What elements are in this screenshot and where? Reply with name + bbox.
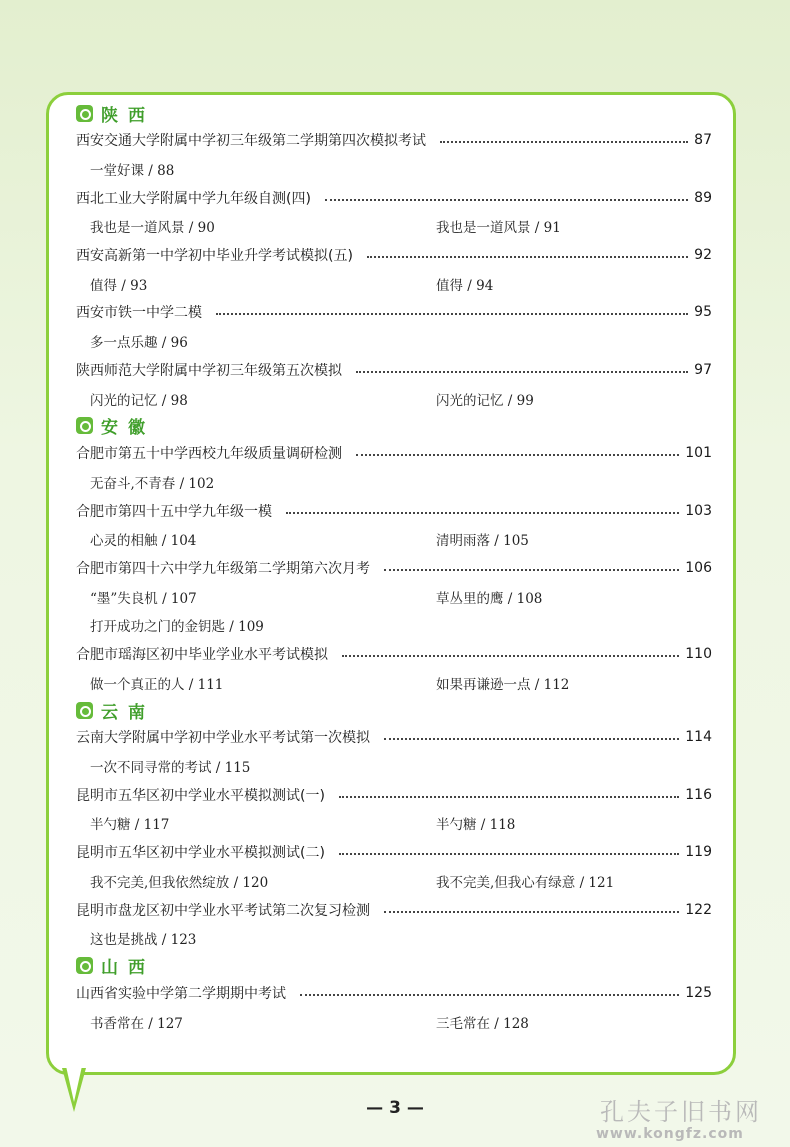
entry-title: 陕西师范大学附属中学初三年级第五次模拟 <box>76 362 342 379</box>
sub-entry-row <box>76 582 712 611</box>
sub-entry[interactable]: 多一点乐趣 / 96 <box>90 335 188 352</box>
section-title: 山西 <box>101 958 155 979</box>
dot-leader <box>356 371 688 373</box>
sub-entry-row <box>76 809 712 838</box>
sub-entry[interactable]: 我也是一道风景 / 90 <box>90 220 215 237</box>
sub-entry[interactable]: 半勺糖 / 118 <box>436 817 516 834</box>
sub-entry-row <box>76 752 712 781</box>
sub-entry-row <box>76 155 712 184</box>
toc-entry[interactable] <box>76 780 712 809</box>
toc-entry[interactable] <box>76 554 712 583</box>
sub-entry[interactable]: 我也是一道风景 / 91 <box>436 220 561 237</box>
toc-entry[interactable] <box>76 298 712 327</box>
section-header <box>76 100 712 126</box>
dot-leader <box>286 512 679 514</box>
sub-entry-row <box>76 525 712 554</box>
toc-entry[interactable] <box>76 979 712 1008</box>
toc-entry[interactable] <box>76 895 712 924</box>
dot-leader <box>342 655 679 657</box>
sub-entry[interactable]: 我不完美,但我心有绿意 / 121 <box>436 874 615 891</box>
dot-leader <box>216 313 688 315</box>
dot-leader <box>325 199 688 201</box>
dot-leader <box>367 256 688 258</box>
sub-entry[interactable]: 清明雨落 / 105 <box>436 533 529 550</box>
toc-entry[interactable] <box>76 241 712 270</box>
entry-title: 昆明市五华区初中学业水平模拟测试(二) <box>76 845 325 862</box>
dot-leader <box>356 454 679 456</box>
entry-title: 合肥市第四十五中学九年级一模 <box>76 503 272 520</box>
sub-entry-row <box>76 384 712 413</box>
toc-entry[interactable] <box>76 723 712 752</box>
dot-leader <box>339 853 679 855</box>
sub-entry[interactable]: 无奋斗,不青春 / 102 <box>90 475 215 492</box>
dot-leader <box>440 141 688 143</box>
sub-entry-row <box>76 212 712 241</box>
section-title: 陕西 <box>101 105 155 126</box>
sub-entry[interactable]: 半勺糖 / 117 <box>90 817 170 834</box>
entry-title: 合肥市瑶海区初中毕业学业水平考试模拟 <box>76 647 328 664</box>
watermark-logo: 孔夫子旧书网 <box>600 1098 762 1126</box>
toc-entry[interactable] <box>76 838 712 867</box>
section-header <box>76 953 712 979</box>
entry-page-number: 103 <box>685 502 712 519</box>
sub-entry-row <box>76 468 712 497</box>
entry-page-number: 119 <box>685 844 712 861</box>
entry-page-number: 114 <box>685 729 712 746</box>
entry-page-number: 95 <box>694 304 712 321</box>
sub-entry[interactable]: 做一个真正的人 / 111 <box>90 676 224 693</box>
entry-page-number: 89 <box>694 189 712 206</box>
entry-title: 云南大学附属中学初中学业水平考试第一次模拟 <box>76 730 370 747</box>
entry-page-number: 92 <box>694 247 712 264</box>
sub-entry[interactable]: 值得 / 93 <box>90 277 148 294</box>
section-bullet-icon <box>76 105 93 122</box>
sub-entry[interactable]: 打开成功之门的金钥匙 / 109 <box>90 619 264 636</box>
section-header <box>76 413 712 439</box>
sub-entry-row <box>76 924 712 953</box>
sub-entry[interactable]: 一堂好课 / 88 <box>90 163 175 180</box>
sub-entry-row <box>76 327 712 356</box>
entry-page-number: 125 <box>685 984 712 1001</box>
section-title: 云南 <box>101 702 155 723</box>
entry-title: 合肥市第四十六中学九年级第二学期第六次月考 <box>76 560 370 577</box>
sub-entry[interactable]: 草丛里的鹰 / 108 <box>436 590 543 607</box>
section-header <box>76 697 712 723</box>
entry-title: 西北工业大学附属中学九年级自测(四) <box>76 190 311 207</box>
entry-title: 西安交通大学附属中学初三年级第二学期第四次模拟考试 <box>76 133 426 150</box>
sub-entry[interactable]: 这也是挑战 / 123 <box>90 932 197 949</box>
toc-entry[interactable] <box>76 439 712 468</box>
dot-leader <box>300 994 679 996</box>
dot-leader <box>384 911 679 913</box>
table-of-contents <box>76 100 712 1036</box>
sub-entry-row <box>76 269 712 298</box>
entry-page-number: 97 <box>694 361 712 378</box>
entry-title: 昆明市五华区初中学业水平模拟测试(一) <box>76 787 325 804</box>
entry-title: 西安高新第一中学初中毕业升学考试模拟(五) <box>76 248 353 265</box>
entry-title: 合肥市第五十中学西校九年级质量调研检测 <box>76 446 342 463</box>
entry-page-number: 101 <box>685 445 712 462</box>
dot-leader <box>339 796 679 798</box>
toc-entry[interactable] <box>76 183 712 212</box>
section-bullet-icon <box>76 702 93 719</box>
section-title: 安徽 <box>101 418 155 439</box>
sub-entry[interactable]: 如果再谦逊一点 / 112 <box>436 676 570 693</box>
entry-page-number: 116 <box>685 786 712 803</box>
sub-entry[interactable]: 闪光的记忆 / 98 <box>90 392 188 409</box>
section-bullet-icon <box>76 417 93 434</box>
entry-page-number: 122 <box>685 901 712 918</box>
card-tail-inner <box>66 1066 82 1102</box>
sub-entry[interactable]: 心灵的相触 / 104 <box>90 533 197 550</box>
entry-title: 昆明市盘龙区初中学业水平考试第二次复习检测 <box>76 902 370 919</box>
entry-title: 西安市铁一中学二模 <box>76 305 202 322</box>
dot-leader <box>384 569 679 571</box>
page-number: — 3 — <box>366 1098 424 1118</box>
entry-page-number: 106 <box>685 559 712 576</box>
entry-title: 山西省实验中学第二学期期中考试 <box>76 985 286 1002</box>
sub-entry[interactable]: 三毛常在 / 128 <box>436 1015 529 1032</box>
sub-entry-row <box>76 668 712 697</box>
section-bullet-icon <box>76 957 93 974</box>
entry-page-number: 110 <box>685 646 712 663</box>
sub-entry[interactable]: 值得 / 94 <box>436 277 494 294</box>
toc-entry[interactable] <box>76 640 712 669</box>
sub-entry[interactable]: 一次不同寻常的考试 / 115 <box>90 760 251 777</box>
sub-entry[interactable]: 我不完美,但我依然绽放 / 120 <box>90 874 269 891</box>
entry-page-number: 87 <box>694 132 712 149</box>
sub-entry[interactable]: 书香常在 / 127 <box>90 1015 183 1032</box>
toc-entry[interactable] <box>76 496 712 525</box>
toc-entry[interactable] <box>76 126 712 155</box>
sub-entry[interactable]: 闪光的记忆 / 99 <box>436 392 534 409</box>
sub-entry[interactable]: “墨”失良机 / 107 <box>90 590 197 607</box>
sub-entry-row <box>76 1007 712 1036</box>
watermark-url: www.kongfz.com <box>596 1126 744 1142</box>
toc-entry[interactable] <box>76 356 712 385</box>
sub-entry-row <box>76 867 712 896</box>
sub-entry-row <box>76 611 712 640</box>
dot-leader <box>384 738 679 740</box>
